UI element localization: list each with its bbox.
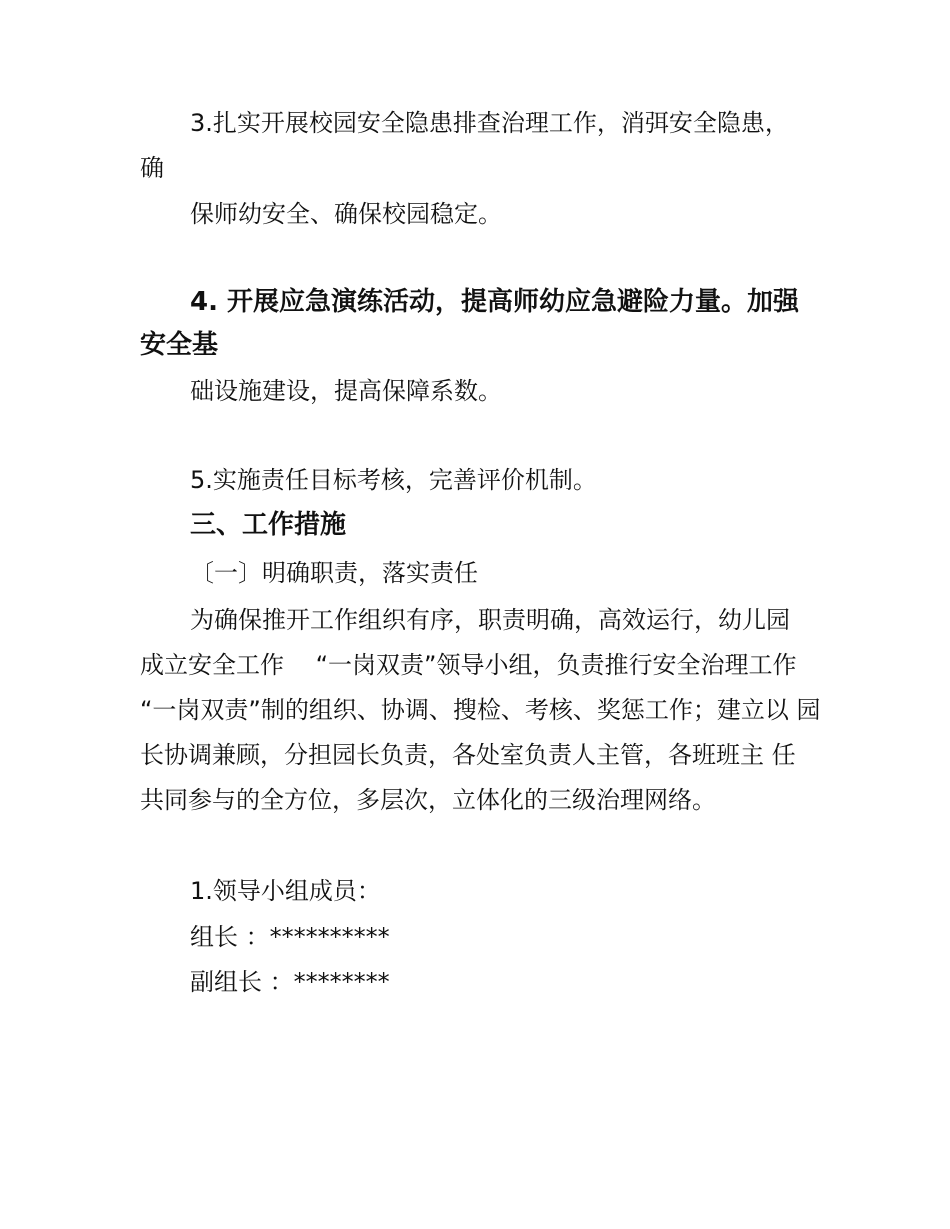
item-4-line-2: 安全基 [140, 330, 219, 360]
leader-line: 组长 ：********** [190, 923, 390, 951]
paragraph-line-1: 为确保推开工作组织有序，职责明确，高效运行，幼儿园 [190, 606, 790, 634]
paragraph-line-5: 共同参与的全方位，多层次，立体化的三级治理网络。 [140, 786, 716, 814]
section-3-heading: 三、工作措施 [190, 510, 347, 540]
item-4-line-3: 础设施建设，提高保障系数。 [190, 377, 502, 405]
item-3-line-3: 保师幼安全、确保校园稳定。 [190, 200, 502, 228]
paragraph-line-3: “一岗双责”制的组织、协调、搜检、考核、奖惩工作；建立以 园 [140, 696, 821, 724]
paragraph-line-4: 长协调兼顾，分担园长负责，各处室负责人主管，各班班主 任 [140, 741, 796, 769]
item-4-line-1: 4. 开展应急演练活动，提高师幼应急避险力量。加强 [190, 287, 800, 317]
item-3-line-2: 确 [140, 154, 164, 182]
leaders-title: 1.领导小组成员： [190, 877, 381, 905]
paragraph-line-2: 成立安全工作 “一岗双责”领导小组，负责推行安全治理工作 [140, 651, 797, 679]
item-5-line-1: 5.实施责任目标考核，完善评价机制。 [190, 466, 597, 494]
deputy-leader-line: 副组长 ：******** [190, 968, 390, 996]
item-3-line-1: 3.扎实开展校园安全隐患排查治理工作，消弭安全隐患， [190, 109, 789, 137]
subsection-1-heading: 〔一〕明确职责，落实责任 [190, 559, 478, 587]
